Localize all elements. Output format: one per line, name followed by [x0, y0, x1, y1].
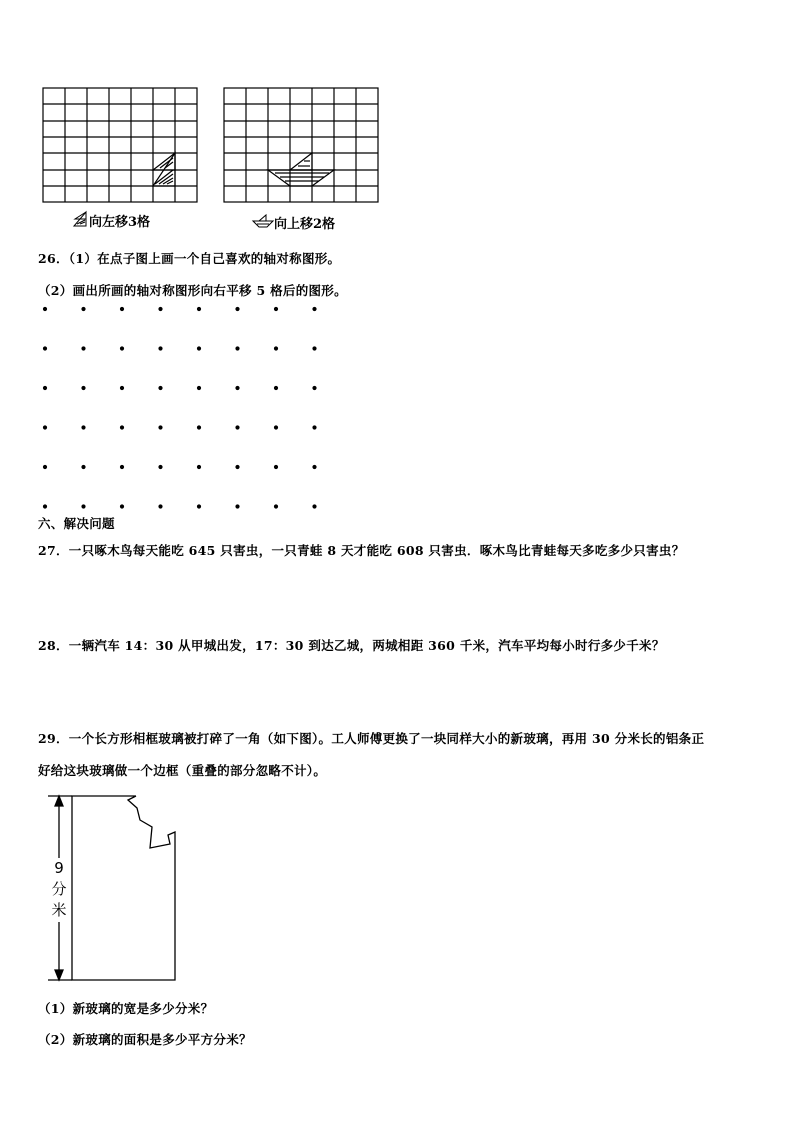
grid-dot	[197, 465, 201, 469]
grid-dot	[158, 504, 162, 508]
grid-dot	[43, 425, 47, 429]
q29-sub1: （1）新玻璃的宽是多少分米？	[38, 1001, 214, 1016]
grid-figure-right	[223, 86, 383, 206]
grid-dot	[81, 425, 85, 429]
grid-dot	[120, 504, 124, 508]
grid-dot	[81, 465, 85, 469]
grid-dot	[197, 504, 201, 508]
grid-dot	[120, 425, 124, 429]
grid-lines	[43, 88, 197, 202]
flag-shape	[153, 153, 175, 186]
grid-dot	[43, 346, 47, 350]
grid-dot	[312, 307, 316, 311]
grid-dot	[120, 386, 124, 390]
q27-text: 27．一只啄木鸟每天能吃 645 只害虫，一只青蛙 8 天才能吃 608 只害虫．啄木鸟比青蛙每天多吃多少只害虫？	[38, 543, 685, 558]
grid-dot	[235, 386, 239, 390]
grid-dot	[197, 307, 201, 311]
grid-lines	[224, 88, 378, 202]
grid-dot	[235, 504, 239, 508]
q29-sub2: （2）新玻璃的面积是多少平方分米？	[38, 1032, 252, 1047]
grid-dot	[43, 386, 47, 390]
grid-dot	[81, 307, 85, 311]
dot-grid	[40, 303, 340, 513]
q26-line1: 26．（1）在点子图上画一个自己喜欢的轴对称图形。	[38, 251, 341, 266]
grid-dot	[158, 346, 162, 350]
grid-dot	[43, 465, 47, 469]
boat-icon	[252, 214, 274, 228]
grid-dot	[235, 307, 239, 311]
grid-dot	[43, 307, 47, 311]
grid-dot	[274, 425, 278, 429]
grid-dot	[274, 465, 278, 469]
grid-dot	[274, 504, 278, 508]
grid-dot	[312, 465, 316, 469]
dim-number: 9	[54, 859, 64, 877]
q29-line1: 29．一个长方形相框玻璃被打碎了一角（如下图）。工人师傅更换了一块同样大小的新玻璃，再用 30 分米长的铝条正	[38, 731, 705, 746]
glass-outline	[72, 796, 175, 980]
boat-shape	[268, 153, 334, 186]
grid-dot	[312, 504, 316, 508]
grid-dot	[274, 386, 278, 390]
grid-dot	[312, 425, 316, 429]
q26-line2: （2）画出所画的轴对称图形向右平移 5 格后的图形。	[38, 283, 347, 298]
grid-dot	[274, 307, 278, 311]
grid-dot	[235, 465, 239, 469]
grid-dot	[81, 504, 85, 508]
grid-dot	[158, 465, 162, 469]
grid-dot	[120, 346, 124, 350]
grid-dot	[158, 307, 162, 311]
grid-dot	[81, 386, 85, 390]
flag-icon	[73, 211, 89, 227]
grid-dot	[120, 465, 124, 469]
grid-left-caption: 向左移3格	[89, 215, 151, 230]
q29-line2: 好给这块玻璃做一个边框（重叠的部分忽略不计）。	[38, 763, 327, 778]
grid-dot	[197, 346, 201, 350]
grid-dot	[120, 307, 124, 311]
grid-dot	[197, 386, 201, 390]
section-6-heading: 六、解决问题	[38, 516, 115, 531]
q28-text: 28．一辆汽车 14：30 从甲城出发，17：30 到达乙城，两城相距 360 千米，汽车平均每小时行多少千米？	[38, 638, 665, 653]
grid-dot	[312, 346, 316, 350]
dim-unit-2: 米	[51, 901, 67, 919]
grid-dot	[197, 425, 201, 429]
grid-dot	[81, 346, 85, 350]
dim-unit-1: 分	[51, 880, 67, 898]
grid-dot	[43, 504, 47, 508]
grid-dot	[158, 386, 162, 390]
grid-dot	[274, 346, 278, 350]
grid-dot	[235, 346, 239, 350]
grid-dot	[235, 425, 239, 429]
grid-right-caption: 向上移2格	[274, 217, 336, 232]
grid-dot	[158, 425, 162, 429]
grid-figure-left	[42, 86, 202, 206]
grid-dot	[312, 386, 316, 390]
